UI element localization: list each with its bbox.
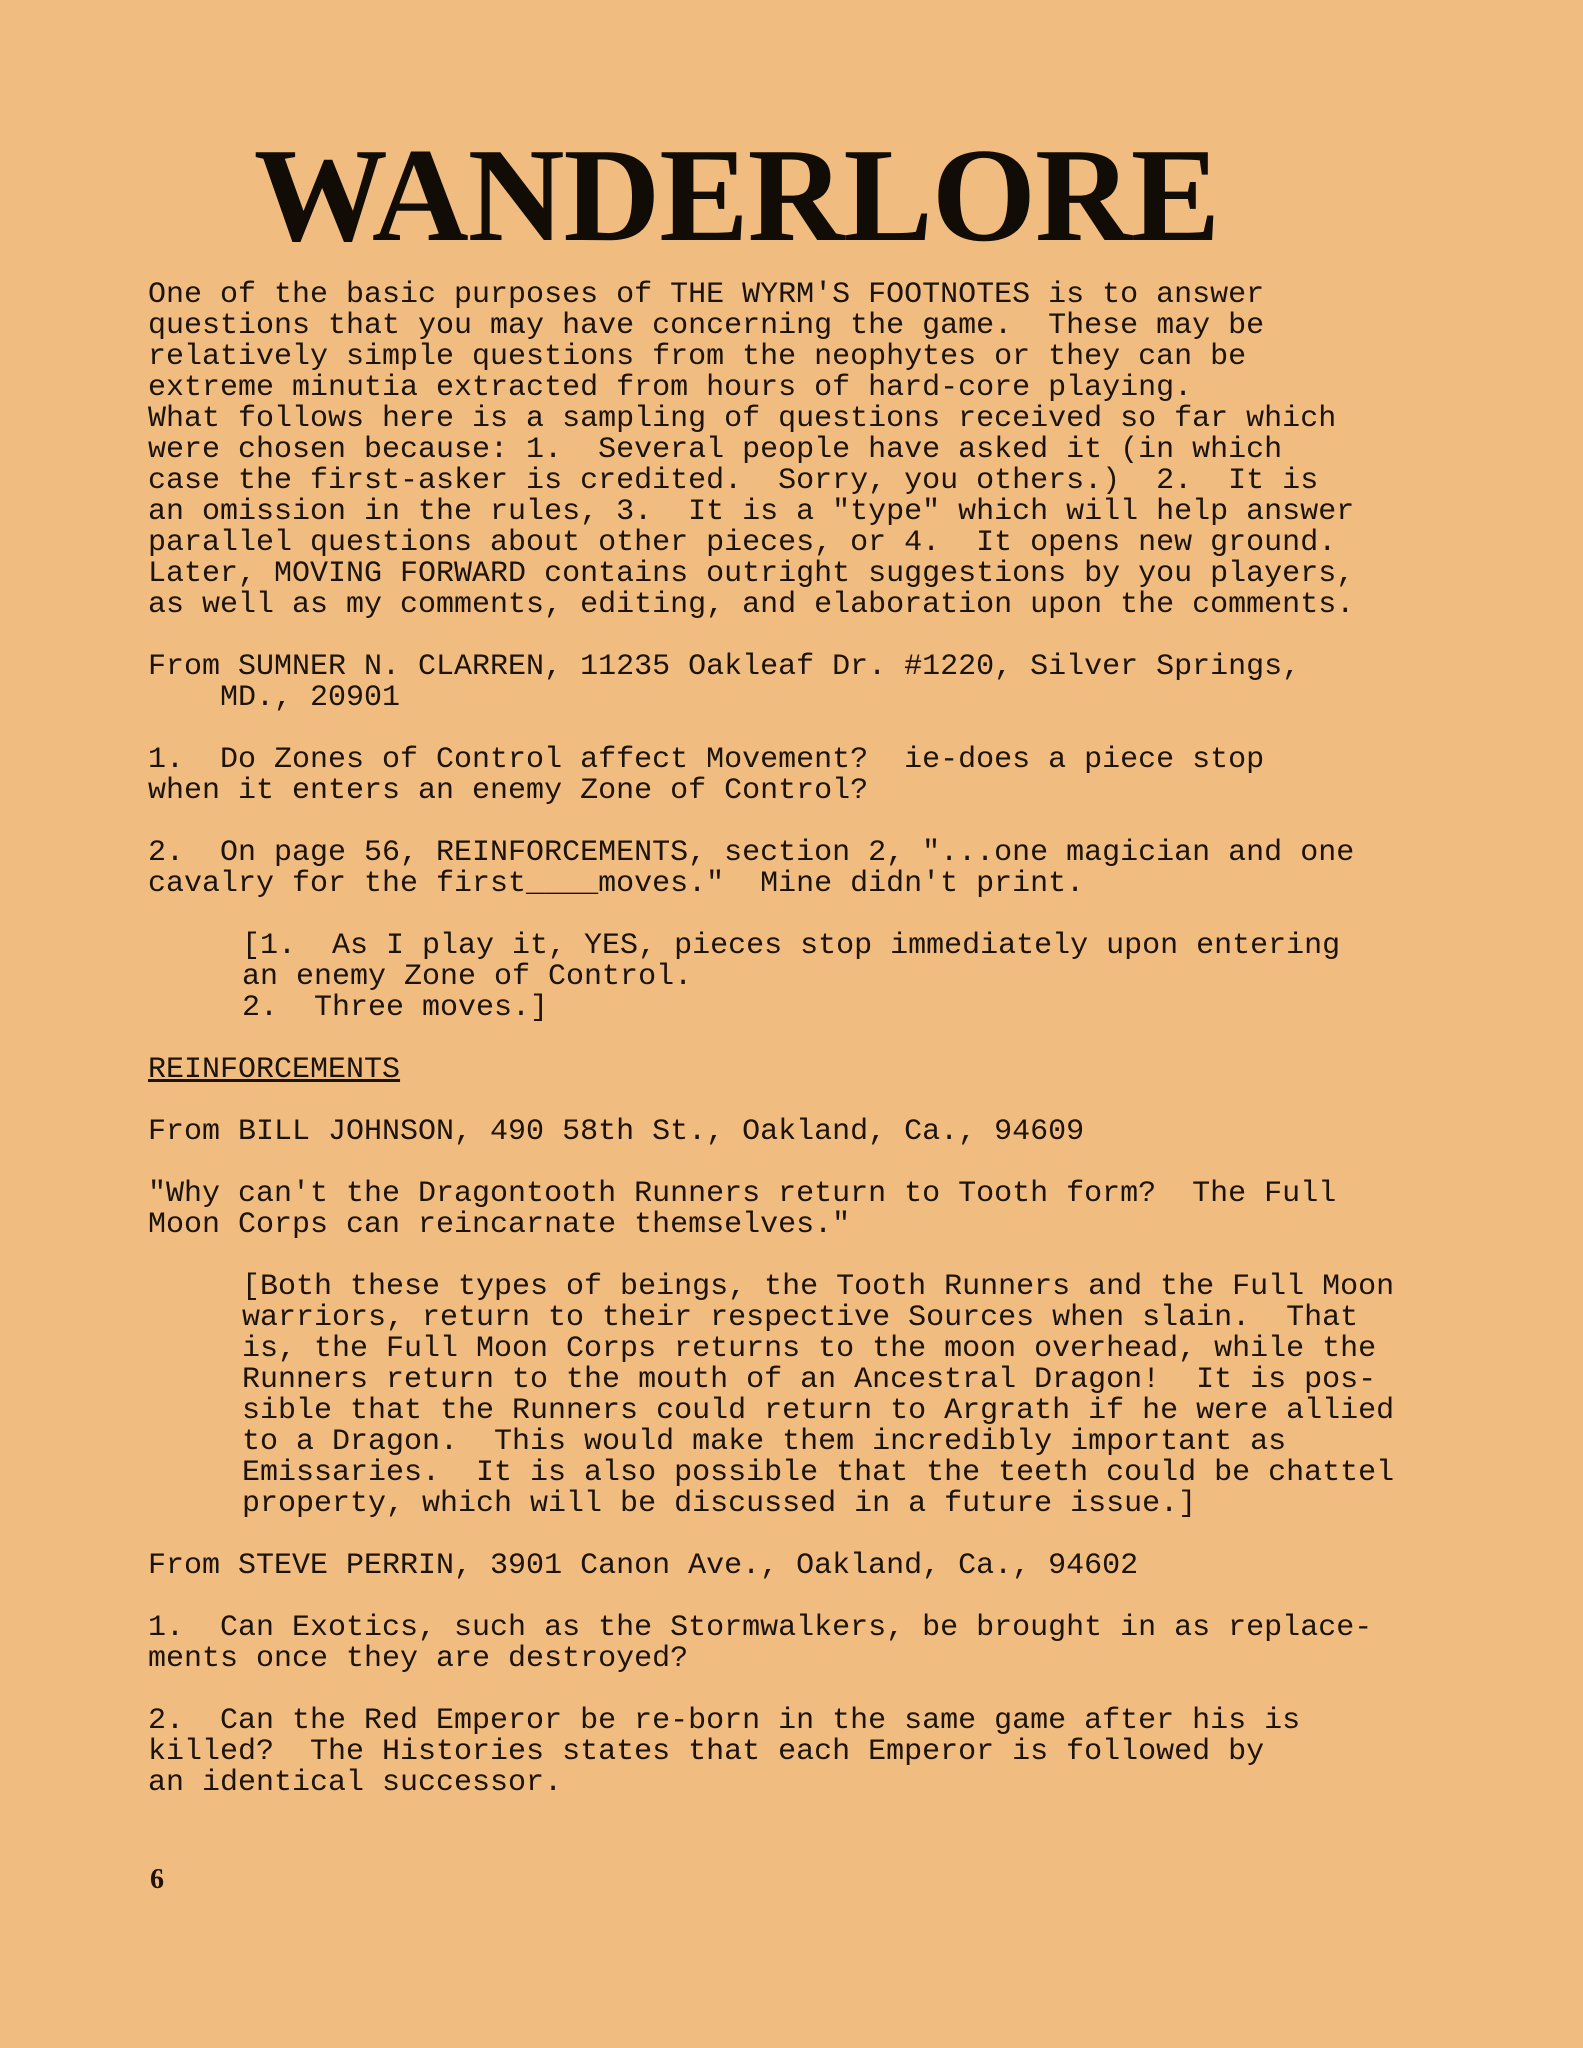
text-line: [1. As I play it, YES, pieces stop immediately upon entering — [242, 929, 1341, 963]
letter-clarren-from — [148, 652, 1448, 714]
text-line: killed? The Histories states that each Emperor is followed by — [148, 1735, 1265, 1769]
text-line: 2. Can the Red Emperor be re-born in the same game after his is — [148, 1704, 1301, 1738]
text-line: Later, MOVING FORWARD contains outright suggestions by you players, — [148, 557, 1355, 591]
text-line: Emissaries. It is also possible that the teeth could be chattel — [242, 1456, 1395, 1490]
text-line: cavalry for the first____moves." Mine didn't print. — [148, 867, 1085, 901]
text-line: when it enters an enemy Zone of Control? — [148, 774, 869, 808]
text-line: What follows here is a sampling of questions received so far which — [148, 402, 1337, 436]
text-line: 1. Can Exotics, such as the Stormwalkers, be brought in as replace- — [148, 1611, 1373, 1645]
text-line: MD., 20901 — [148, 681, 401, 715]
letter-clarren-question-1 — [148, 745, 1448, 807]
text-line: questions that you may have concerning the game. These may be — [148, 309, 1265, 343]
text-line: "Why can't the Dragontooth Runners return to Tooth form? The Full — [148, 1177, 1337, 1211]
text-line: as well as my comments, editing, and elaboration upon the comments. — [148, 588, 1355, 622]
text-line: extreme minutia extracted from hours of hard-core playing. — [148, 371, 1193, 405]
text-line: Moon Corps can reincarnate themselves." — [148, 1208, 851, 1242]
masthead-title: WANDERLORE — [253, 121, 1220, 269]
letter-johnson-from: From BILL JOHNSON, 490 58th St., Oakland, Ca., 94609 — [148, 1115, 1085, 1149]
text-line: 2. On page 56, REINFORCEMENTS, section 2, "...one magician and one — [148, 836, 1355, 870]
text-line: 1. Do Zones of Control affect Movement? ie-does a piece stop — [148, 743, 1265, 777]
text-line: Runners return to the mouth of an Ancestral Dragon! It is pos- — [242, 1363, 1377, 1397]
letter-perrin-from: From STEVE PERRIN, 3901 Canon Ave., Oakland, Ca., 94602 — [148, 1549, 1139, 1583]
letter-johnson-question — [148, 1179, 1448, 1241]
text-line: [Both these types of beings, the Tooth Runners and the Full Moon — [242, 1270, 1395, 1304]
letter-clarren-answer — [148, 931, 1448, 1024]
text-line: property, which will be discussed in a future issue.] — [242, 1487, 1197, 1521]
text-line: an identical successor. — [148, 1766, 563, 1800]
text-line: case the first-asker is credited. Sorry, you others.) 2. It is — [148, 464, 1319, 498]
text-line: an enemy Zone of Control. — [242, 960, 693, 994]
page-number: 6 — [150, 1864, 164, 1895]
text-line: parallel questions about other pieces, or 4. It opens new ground. — [148, 526, 1337, 560]
section-heading-reinforcements: REINFORCEMENTS — [148, 1053, 401, 1087]
text-line: From SUMNER N. CLARREN, 11235 Oakleaf Dr. #1220, Silver Springs, — [148, 650, 1301, 684]
text-line: One of the basic purposes of THE WYRM'S FOOTNOTES is to answer — [148, 278, 1265, 312]
letter-perrin-question-2 — [148, 1706, 1448, 1799]
text-line: relatively simple questions from the neophytes or they can be — [148, 340, 1247, 374]
letter-clarren-question-2 — [148, 838, 1448, 900]
text-line: an omission in the rules, 3. It is a "type" which will help answer — [148, 495, 1355, 529]
article-body — [148, 280, 1448, 1830]
text-line: warriors, return to their respective Sources when slain. That — [242, 1301, 1359, 1335]
letter-johnson-answer — [148, 1272, 1448, 1520]
text-line: is, the Full Moon Corps returns to the moon overhead, while the — [242, 1332, 1377, 1366]
text-line: to a Dragon. This would make them incredibly important as — [242, 1425, 1287, 1459]
text-line: ments once they are destroyed? — [148, 1642, 689, 1676]
text-line: were chosen because: 1. Several people have asked it (in which — [148, 433, 1283, 467]
text-line: 2. Three moves.] — [242, 991, 549, 1025]
intro-paragraph — [148, 280, 1448, 621]
text-line: sible that the Runners could return to Argrath if he were allied — [242, 1394, 1395, 1428]
letter-perrin-question-1 — [148, 1613, 1448, 1675]
